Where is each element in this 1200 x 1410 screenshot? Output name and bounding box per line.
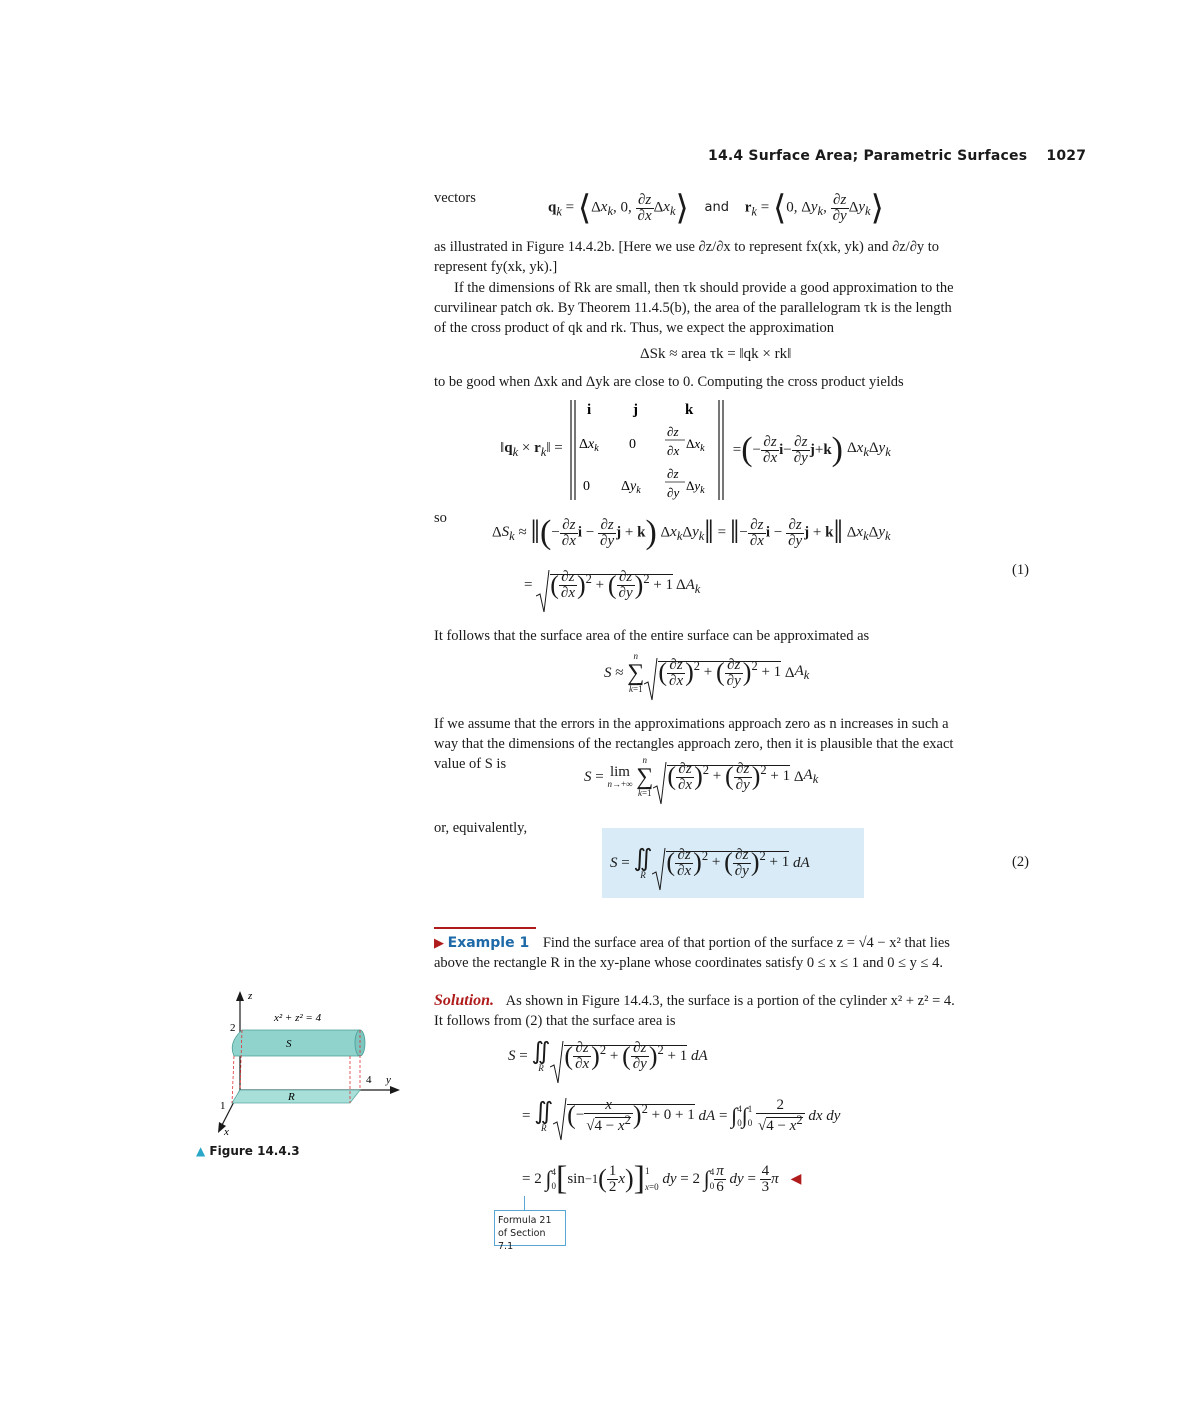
- section-title: 14.4 Surface Area; Parametric Surfaces: [708, 148, 1028, 164]
- cross-product-determinant: $‖q_k$ × $r_k‖$ = i j k $\Delta x_k$ 0 ∂z ∂x $\Delta x_k$ 0 $\Delta y_k$ ∂z ∂y $\Delta y_k$ = ( − $\frac{\partial z}{\partial x}$ i − $\frac{\partial z}{\partial y}$ j + k ) $\Delta x_k\Delta y_k$: [500, 398, 891, 502]
- example-1: [434, 933, 1034, 973]
- solution-equation-3: = 2 ∫ 4 0 [ sin −1 ( $\frac{1}{2}$ x ) ] 1 x=0 dy = 2 ∫ 4 0 $\frac{\pi}{6}$ dy = $\frac{4}{3}$ π ◀: [522, 1160, 802, 1197]
- solution-equation-2: = ∬ R (− $\frac{x}{√4 - x^2}$ )$^2$ + 0 + 1 dA = ∫ 4 0 ∫ 1 0 $\frac{2}{√4 - x^2}$ dx dy: [522, 1098, 840, 1134]
- para5-line2: way that the dimensions of the rectangles approach zero, then it is plausible that the exact: [434, 736, 954, 752]
- end-example-icon: ◀: [790, 1171, 802, 1187]
- svg-text:z: z: [248, 990, 253, 1002]
- formula-note-connector: [524, 1196, 525, 1210]
- example-line1: Find the surface area of that portion of the surface z = √4 − x² that lies: [542, 935, 950, 951]
- solution-equation-1: S = ∬ R ( $\frac{\partial z}{\partial x}$ )$^2$ + ( $\frac{\partial z}{\partial y}$ )$^2$ + 1 dA: [508, 1040, 708, 1073]
- delta-s-equation-line2: = ( $\frac{\partial z}{\partial x}$ )$^2$ + ( $\frac{\partial z}{\partial y}$ )$^2$ + 1 $\Delta A_k$: [524, 570, 700, 601]
- svg-text:0: 0: [628, 437, 636, 452]
- example-label: Example 1: [447, 935, 530, 951]
- svg-text:j: j: [632, 402, 638, 418]
- paragraph-1: [434, 237, 1034, 277]
- determinant-matrix: [567, 398, 727, 502]
- svg-text:x² + z² = 4: x² + z² = 4: [274, 1012, 322, 1024]
- surface-area-sum-approx: S ≈ n ∑ k=1 ( $\frac{\partial z}{\partial x}$ )$^2$ + ( $\frac{\partial z}{\partial y}$ )$^2$ + 1 Δ $A_k$: [604, 652, 809, 694]
- surface-area-limit: S = lim n→+∞ n ∑ k=1 ( $\frac{\partial z}{\partial x}$ )$^2$ + ( $\frac{\partial z}{\partial y}$ )$^2$ + 1 Δ $A_k$: [584, 756, 818, 798]
- svg-text:∂z: ∂z: [666, 424, 679, 439]
- para2-line2: curvilinear patch σk. By Theorem 11.4.5(b), the area of the parallelogram τk is the length: [434, 300, 952, 316]
- solution: [434, 991, 1034, 1031]
- para2-line3: of the cross product of qk and rk. Thus, we expect the approximation: [434, 320, 834, 336]
- svg-text:2: 2: [230, 1022, 236, 1034]
- figure-caption-text: Figure 14.4.3: [209, 1144, 300, 1158]
- svg-text:∂x: ∂x: [666, 443, 679, 458]
- svg-text:R: R: [288, 1091, 295, 1103]
- svg-text:4: 4: [366, 1074, 372, 1086]
- solution-line1: As shown in Figure 14.4.3, the surface is a portion of the cylinder x² + z² = 4.: [505, 993, 955, 1009]
- para1-line2: represent fy(xk, yk).]: [434, 259, 558, 275]
- equation-2-label: (2): [1012, 854, 1029, 870]
- svg-text:S: S: [286, 1038, 292, 1050]
- svg-text:Δyk: $\Delta y_k$: [685, 478, 705, 496]
- equation-1-label: (1): [1012, 562, 1029, 578]
- approx-equation: ΔSk ≈ area τk = ‖qk × rk‖: [640, 346, 792, 362]
- solution-line2: It follows from (2) that the surface area is: [434, 1013, 676, 1029]
- running-header: [708, 148, 1086, 164]
- equation-2-box: S = ∬ R ( $\frac{\partial z}{\partial x}$ )$^2$ + ( $\frac{\partial z}{\partial y}$ )$^2$ + 1 dA: [602, 828, 864, 898]
- svg-text:i: i: [586, 402, 591, 418]
- paragraph-2: [434, 278, 1034, 338]
- svg-text:y: y: [386, 1074, 391, 1086]
- svg-text:0: 0: [582, 479, 590, 494]
- formula-note: [494, 1210, 566, 1252]
- figure-caption: [196, 1144, 300, 1158]
- formula-note-line2: of Section 7.1: [498, 1228, 546, 1252]
- so-word: so: [434, 510, 447, 526]
- page-number: 1027: [1046, 148, 1087, 164]
- para1-line1: as illustrated in Figure 14.4.2b. [Here we use ∂z/∂x to represent fx(xk, yk) and ∂z/∂y to: [434, 239, 940, 255]
- svg-text:k: k: [684, 402, 694, 418]
- svg-text:∂y: ∂y: [666, 485, 679, 500]
- example-rule: [434, 927, 536, 929]
- and-word: and: [704, 200, 729, 216]
- caption-triangle-icon: ▲: [196, 1144, 206, 1158]
- z-axis-arrow-icon: [236, 991, 244, 1001]
- solution-label: Solution.: [434, 992, 495, 1009]
- svg-text:∂z: ∂z: [666, 466, 679, 481]
- svg-text:Δxk: $\Delta x_k$: [578, 437, 599, 454]
- example-line2: above the rectangle R in the xy-plane whose coordinates satisfy 0 ≤ x ≤ 1 and 0 ≤ y ≤ 4.: [434, 955, 943, 971]
- svg-text:Δyk: $\Delta y_k$: [620, 479, 641, 496]
- equivalently-text: or, equivalently,: [434, 820, 528, 836]
- q-r-vectors-equation: $q_k$ = $⟨\Delta x_k$, 0, $\frac{\partial z}{\partial x}$ $\Delta x_k⟩$ and $r_k$ = ⟨0, $\Delta y_k$, $\frac{\partial z}{\partial y}$ $\Delta y_k⟩$: [548, 190, 884, 227]
- para5-line3: value of S is: [434, 756, 507, 772]
- figure-14-4-3: [190, 985, 410, 1140]
- formula-note-line1: Formula 21: [498, 1215, 552, 1226]
- para5-line1: If we assume that the errors in the approximations approach zero as n increases in such a: [434, 716, 949, 732]
- y-axis-arrow-icon: [390, 1086, 400, 1094]
- delta-s-equation-line1: $\Delta S_k$ ≈ ‖(− $\frac{\partial z}{\partial x}$ i − $\frac{\partial z}{\partial y}$ j + k) $\Delta x_k\Delta y_k‖$ = ‖− $\frac{\partial z}{\partial x}$ i − $\frac{\partial z}{\partial y}$ j + k‖ $\Delta x_k\Delta y_k$: [492, 514, 891, 551]
- svg-text:1: 1: [220, 1100, 226, 1112]
- para2-line1: If the dimensions of Rk are small, then τk should provide a good approximation to the: [454, 280, 954, 296]
- svg-text:x: x: [224, 1126, 229, 1138]
- vectors-word: vectors: [434, 190, 476, 206]
- svg-text:Δxk: $\Delta x_k$: [685, 436, 705, 454]
- paragraph-3: to be good when Δxk and Δyk are close to 0. Computing the cross product yields: [434, 374, 904, 390]
- paragraph-4: It follows that the surface area of the entire surface can be approximated as: [434, 628, 870, 644]
- example-arrow-icon: ▶: [434, 935, 444, 950]
